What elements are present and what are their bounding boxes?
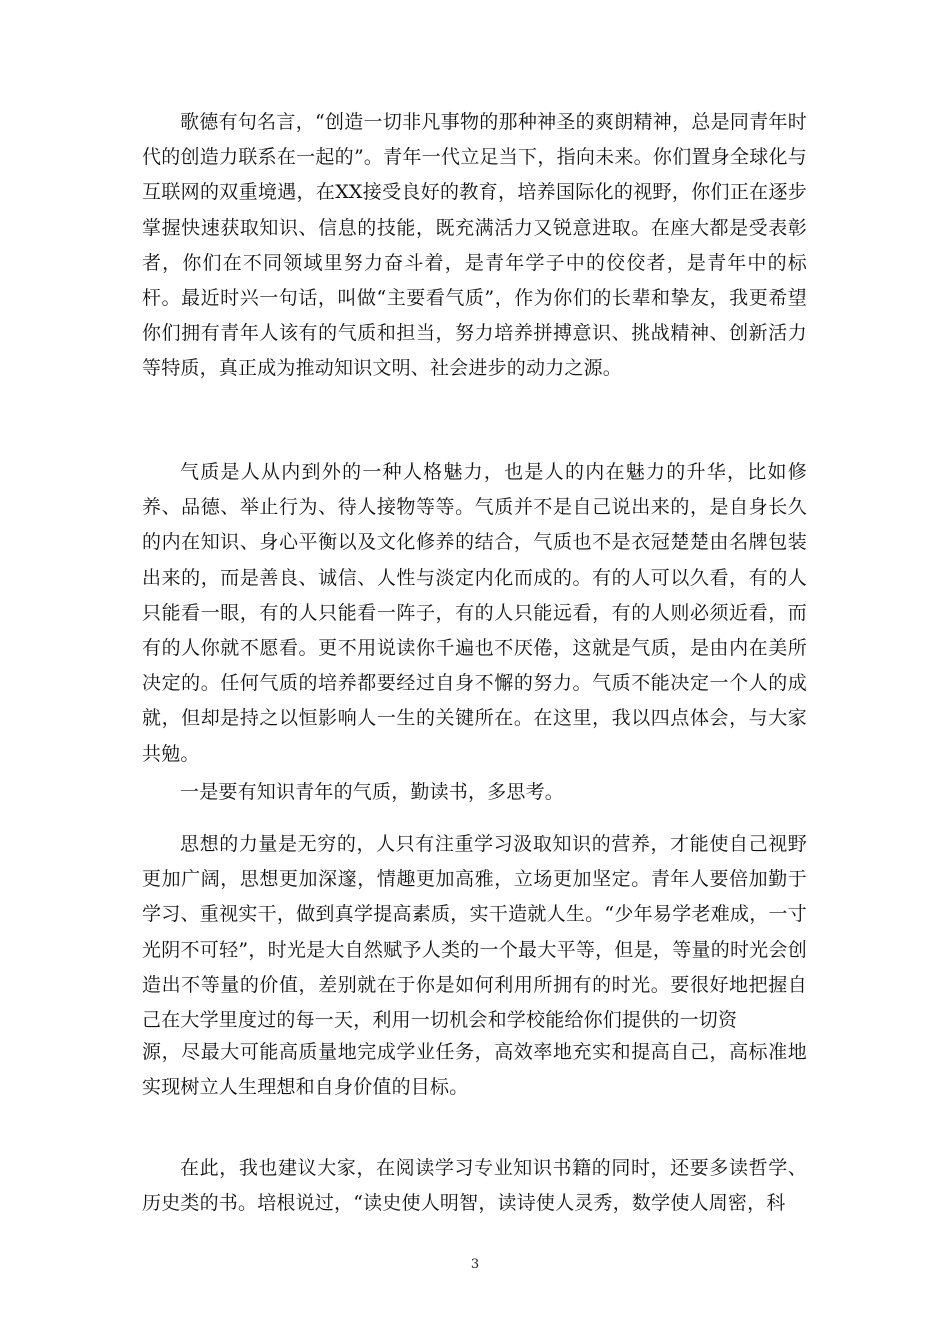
paragraph-continuation: 源，尽最大可能高质量地完成学业任务，高效率地充实和提高自己，高标准地实现树立人生理想和自身价值的目标。 xyxy=(142,1041,807,1099)
paragraph-goethe-quote: 歌德有句名言，“创造一切非凡事物的那种神圣的爽朗精神，总是同青年时代的创造力联系在一起的”。青年一代立足当下，指向未来。你们置身全球化与互联网的双重境遇，在XX接受良好的教育，培养国际化的视野，你们正在逐步掌握快速获取知识、信息的技能，既充满活力又锐意进取。在座大都是受表彰者，你们在不同领域里努力奋斗着，是青年学子中的佼佼者，是青年中的标杆。最近时兴一句话，叫做“主要看气质”，作为你们的长辈和挚友，我更希望你们拥有青年人该有的气质和担当，努力培养拼搏意识、挑战精神、创新活力等特质，真正成为推动知识文明、社会进步的动力之源。 xyxy=(142,111,807,380)
page-number: 3 xyxy=(470,1257,480,1272)
paragraph-reading-advice: 在此，我也建议大家，在阅读学习专业知识书籍的同时，还要多读哲学、历史类的书。培根说过，“读史使人明智，读诗使人灵秀，数学使人周密，科 xyxy=(142,1157,807,1215)
paragraph-temperament: 气质是人从内到外的一种人格魅力，也是人的内在魅力的升华，比如修养、品德、举止行为、待人接物等等。气质并不是自己说出来的，是自身长久的内在知识、身心平衡以及文化修养的结合，气质也不是衣冠楚楚由名牌包装出来的，而是善良、诚信、人性与淡定内化而成的。有的人可以久看，有的人只能看一眼，有的人只能看一阵子，有的人只能远看，有的人则必须近看，而有的人你就不愿看。更不用说读你千遍也不厌倦，这就是气质，是由内在美所决定的。任何气质的培养都要经过自身不懈的努力。气质不能决定一个人的成就，但却是持之以恒影响人一生的关键所在。在这里，我以四点体会，与大家共勉。 xyxy=(142,461,807,765)
paragraph-power-of-thought: 思想的力量是无穷的，人只有注重学习汲取知识的营养，才能使自己视野更加广阔，思想更加深邃，情趣更加高雅，立场更加坚定。青年人要倍加勤于学习、重视实干，做到真学提高素质，实干造就人生。“少年易学老难成，一寸光阴不可轻”，时光是大自然赋予人类的一个最大平等，但是，等量的时光会创造出不等量的价值，差别就在于你是如何利用所拥有的时光。要很好地把握自己在大学里度过的每一天，利用一切机会和学校能给你们提供的一切资 xyxy=(142,833,807,1032)
paragraph-point-one-heading: 一是要有知识青年的气质，勤读书，多思考。 xyxy=(180,781,565,803)
